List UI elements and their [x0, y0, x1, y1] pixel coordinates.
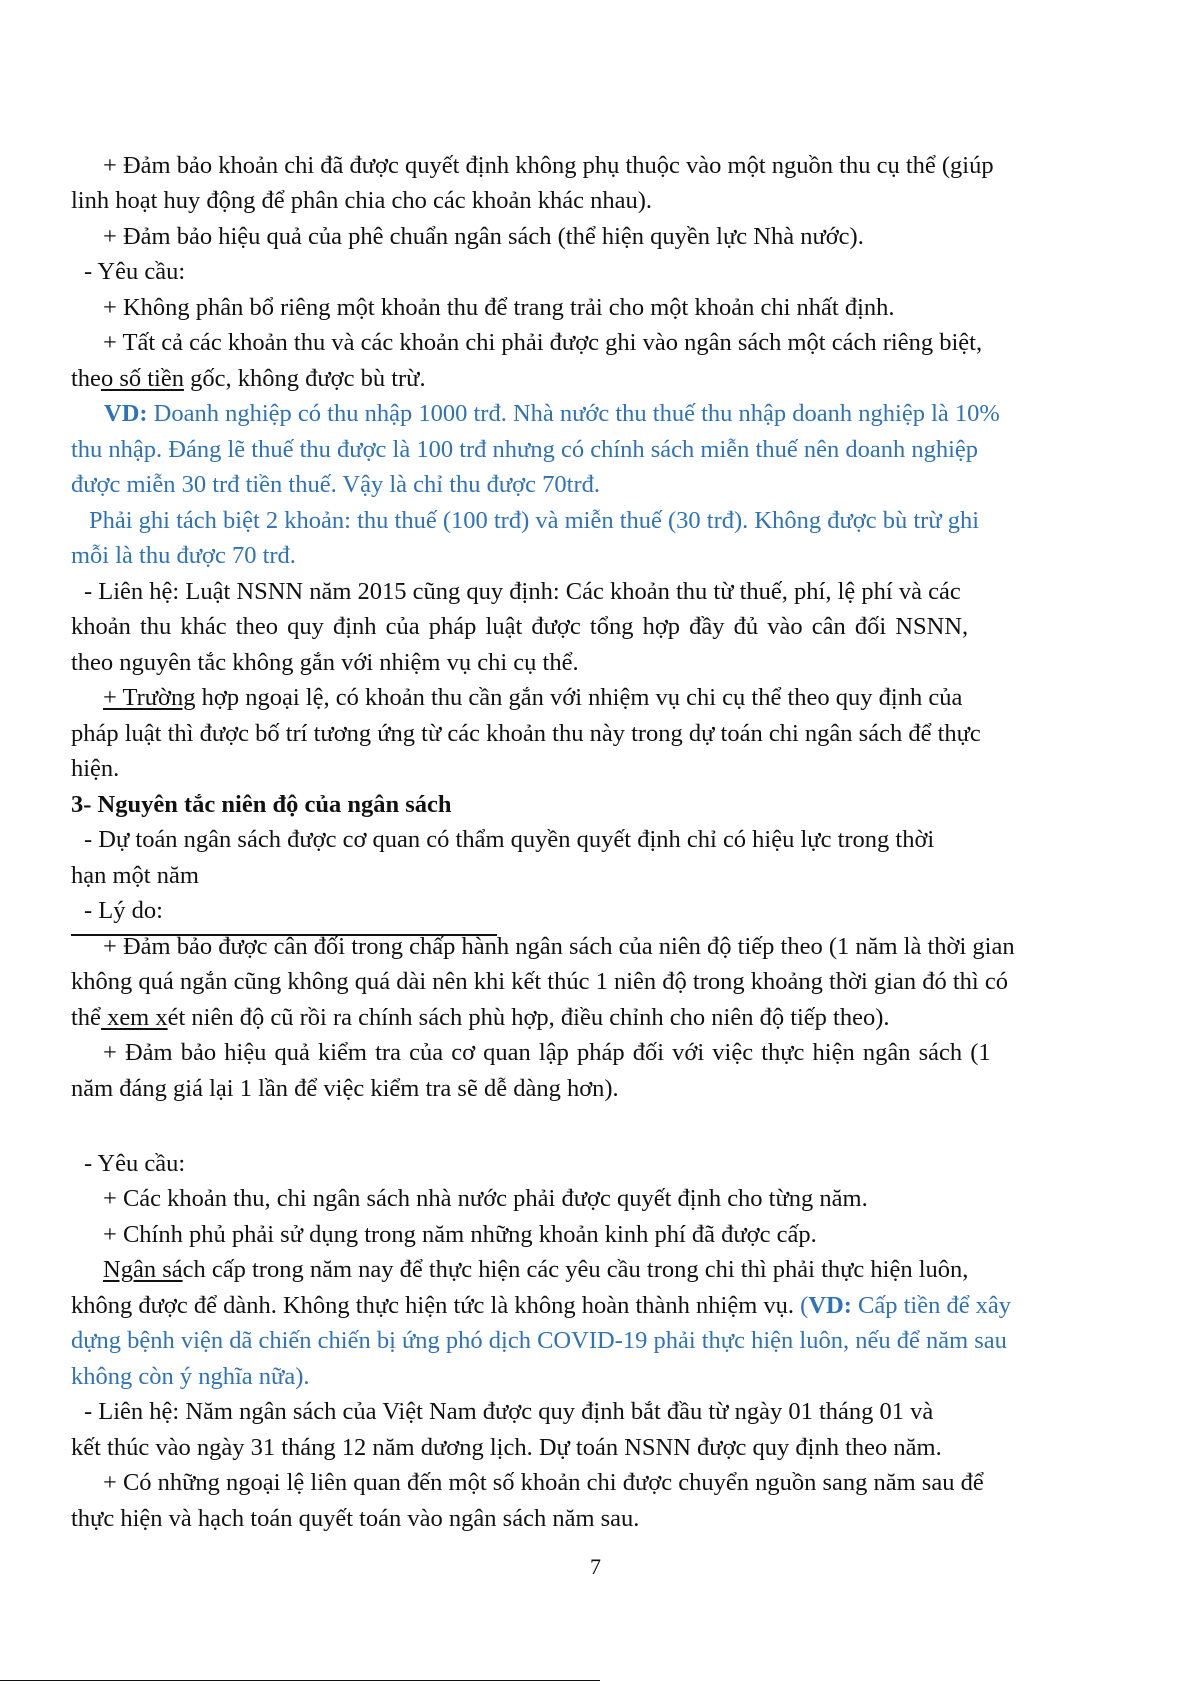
example-label: VD: — [808, 1292, 852, 1319]
text-segment: hợp ngoại lệ, có khoản thu cần gắn với nhiệm vụ chi cụ thể theo quy định của — [195, 684, 963, 711]
text-segment: thể — [71, 1004, 101, 1031]
text-line: + Đảm bảo hiệu quả của phê chuẩn ngân sách (thể hiện quyền lực Nhà nước). — [103, 223, 864, 250]
text-line: linh hoạt huy động để phân chia cho các khoản khác nhau). — [71, 187, 653, 214]
example-line: mỗi là thu được 70 trđ. — [71, 542, 296, 569]
text-line: thực hiện và hạch toán quyết toán vào ngân sách năm sau. — [71, 1505, 640, 1532]
text-line: - Lý do: — [84, 897, 163, 924]
text-line: khoản thu khác theo quy định của pháp luật được tổng hợp đầy đủ vào cân đối NSNN, — [71, 613, 969, 640]
text-line — [71, 1000, 890, 1036]
underlined-text: xem x — [100, 1004, 168, 1031]
text-line: + Các khoản thu, chi ngân sách nhà nước phải được quyết định cho từng năm. — [103, 1185, 868, 1212]
underlined-text: + Trường — [103, 684, 196, 711]
example-line: được miễn 30 trđ tiền thuế. Vậy là chỉ thu được 70trđ. — [71, 471, 600, 498]
text-line: + Không phân bổ riêng một khoản thu để trang trải cho một khoản chi nhất định. — [103, 294, 895, 321]
text-line — [71, 1288, 1011, 1324]
example-line: không còn ý nghĩa nữa). — [71, 1363, 310, 1390]
example-line — [104, 396, 1000, 432]
text-segment: ( — [794, 1292, 809, 1319]
section-heading: 3- Nguyên tắc niên độ của ngân sách — [71, 791, 452, 818]
text-line: + Có những ngoại lệ liên quan đến một số khoản chi được chuyển nguồn sang năm sau để — [103, 1469, 984, 1496]
text-segment: Doanh nghiệp có thu nhập 1000 trđ. Nhà nước thu thuế thu nhập doanh nghiệp là 10% — [147, 400, 1000, 427]
text-line: + Đảm bảo khoản chi đã được quyết định không phụ thuộc vào một nguồn thu cụ thể (giúp — [103, 152, 994, 179]
text-line: - Dự toán ngân sách được cơ quan có thẩm quyền quyết định chỉ có hiệu lực trong thời — [84, 826, 935, 853]
footer-rule — [0, 1680, 600, 1681]
underlined-text: o số tiền — [100, 365, 184, 392]
text-segment: Cấp tiền để xây — [851, 1292, 1012, 1319]
text-line: - Yêu cầu: — [84, 258, 186, 285]
text-line — [103, 1252, 968, 1288]
text-segment: ch cấp trong năm nay để thực hiện các yêu cầu trong chi thì phải thực hiện luôn, — [182, 1256, 969, 1283]
example-line: thu nhập. Đáng lẽ thuế thu được là 100 trđ nhưng có chính sách miễn thuế nên doanh nghiệp — [71, 436, 979, 463]
text-line: theo nguyên tắc không gắn với nhiệm vụ chi cụ thể. — [71, 649, 579, 676]
example-label: VD: — [104, 400, 148, 427]
text-line: + Chính phủ phải sử dụng trong năm những khoản kinh phí đã được cấp. — [103, 1221, 817, 1248]
text-segment: gốc, không được bù trừ. — [183, 365, 426, 392]
text-line: + Đảm bảo được cân đối trong chấp hành ngân sách của niên độ tiếp theo (1 năm là thời gian — [103, 933, 1015, 960]
underlined-text: Ngân sá — [103, 1256, 183, 1283]
text-line: kết thúc vào ngày 31 tháng 12 năm dương lịch. Dự toán NSNN được quy định theo năm. — [71, 1434, 942, 1461]
example-line: dựng bệnh viện dã chiến chiến bị ứng phó dịch COVID-19 phải thực hiện luôn, nếu để năm sau — [71, 1327, 1007, 1354]
text-line: - Liên hệ: Luật NSNN năm 2015 cũng quy định: Các khoản thu từ thuế, phí, lệ phí và các — [84, 578, 961, 605]
text-line: hiện. — [71, 755, 120, 782]
text-line: pháp luật thì được bố trí tương ứng từ các khoản thu này trong dự toán chi ngân sách để thực — [71, 720, 981, 747]
text-line: + Đảm bảo hiệu quả kiểm tra của cơ quan lập pháp đối với việc thực hiện ngân sách (1 — [103, 1039, 991, 1066]
text-line — [103, 680, 962, 716]
text-line: năm đáng giá lại 1 lần để việc kiểm tra sẽ dễ dàng hơn). — [71, 1075, 619, 1102]
text-segment: không được để dành. Không thực hiện tức là không hoàn thành nhiệm vụ. — [71, 1292, 795, 1319]
text-line: - Yêu cầu: — [84, 1150, 186, 1177]
text-line: - Liên hệ: Năm ngân sách của Việt Nam được quy định bắt đầu từ ngày 01 tháng 01 và — [84, 1398, 934, 1425]
text-line: hạn một năm — [71, 862, 199, 889]
example-line: Phải ghi tách biệt 2 khoản: thu thuế (100 trđ) và miễn thuế (30 trđ). Không được bù trừ ghi — [89, 507, 980, 534]
text-line: không quá ngắn cũng không quá dài nên khi kết thúc 1 niên độ trong khoảng thời gian đó thì có — [71, 968, 1008, 995]
text-segment: ét niên độ cũ rồi ra chính sách phù hợp, điều chỉnh cho niên độ tiếp theo). — [167, 1004, 890, 1031]
text-segment: the — [71, 365, 101, 392]
text-line — [71, 361, 426, 397]
text-line: + Tất cả các khoản thu và các khoản chi phải được ghi vào ngân sách một cách riêng biệt, — [103, 329, 983, 356]
page-number: 7 — [590, 1554, 601, 1579]
